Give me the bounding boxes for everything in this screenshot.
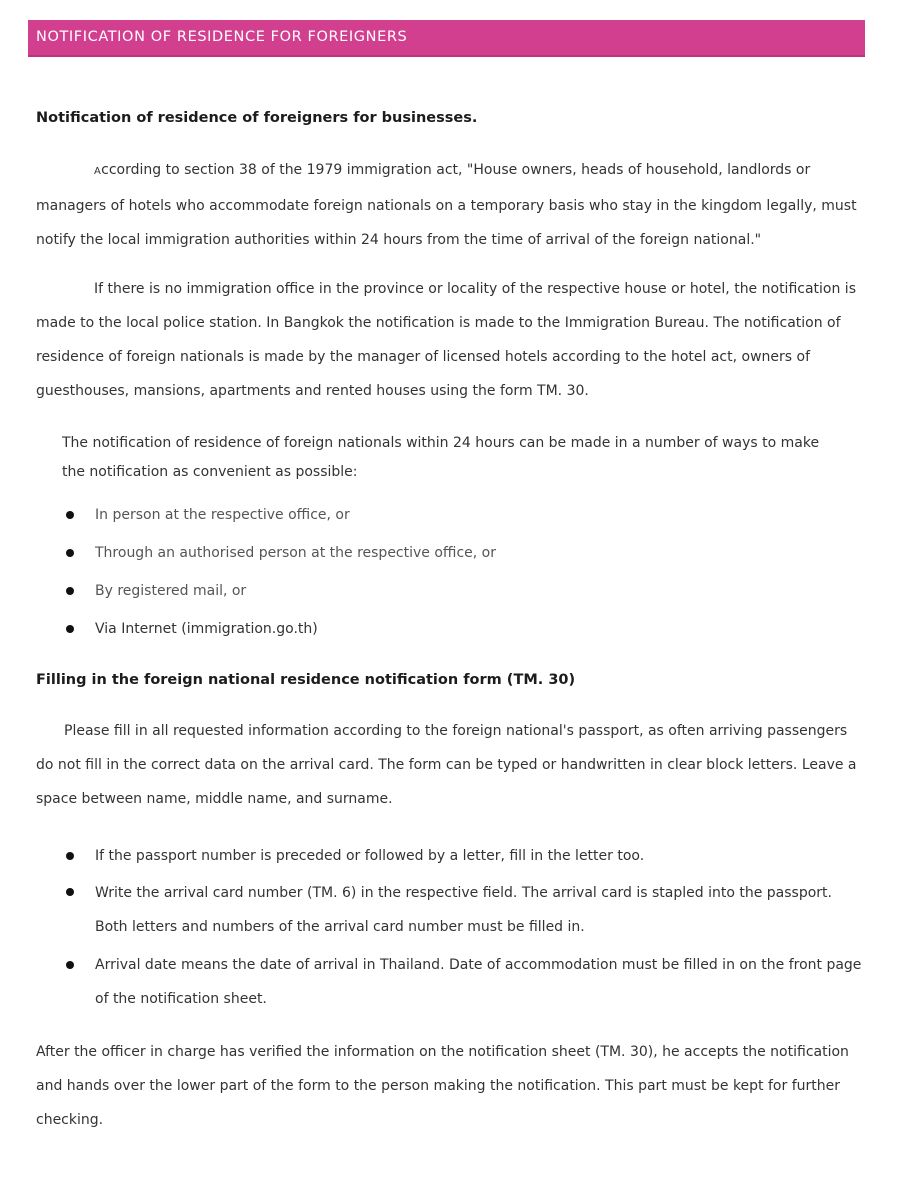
bullet-icon <box>66 625 74 633</box>
paragraph-no-office: If there is no immigration office in the province or locality of the respective house or hotel, the notification is made to the local police station. In Bangkok the notification is made to the Immigration Bureau. The notification of residence of foreign nationals is made by the manager of licensed hotels according to the hotel act, owners of guesthouses, mansions, apartments and rented houses using the form TM. 30. <box>36 281 856 399</box>
header-bar <box>28 20 865 57</box>
section-heading-businesses: Notification of residence of foreigners for businesses. <box>36 110 478 126</box>
bullet-icon <box>66 511 74 519</box>
paragraph-text: ccording to section 38 of the 1979 immigration act, "House owners, heads of household, landlords or managers of hotels who accommodate foreign nationals on a temporary basis who stay in the kingdom legally, must notify the local immigration authorities within 24 hours from the time of arrival of the foreign national." <box>36 162 857 248</box>
paragraph-section-38 <box>36 153 866 257</box>
list-item-passport-letter: If the passport number is preceded or followed by a letter, fill in the letter too. <box>95 848 645 864</box>
section-heading-tm30: Filling in the foreign national residence notification form (TM. 30) <box>36 672 576 688</box>
bullet-icon <box>66 852 74 860</box>
list-item-arrival-card: Write the arrival card number (TM. 6) in the respective field. The arrival card is stapled into the passport. Both letters and numbers of the arrival card number must be filled in. <box>95 885 832 935</box>
list-item-registered-mail: By registered mail, or <box>95 583 247 599</box>
list-item-in-person: In person at the respective office, or <box>95 507 350 523</box>
bullet-icon <box>66 888 74 896</box>
bullet-icon <box>66 587 74 595</box>
drop-letter: A <box>94 166 102 177</box>
bullet-icon <box>66 961 74 969</box>
paragraph-fill-instructions: Please fill in all requested information according to the foreign national's passport, as often arriving passengers do not fill in the correct data on the arrival card. The form can be typed or handwritten in clear block letters. Leave a space between name, middle name, and surname. <box>36 723 857 807</box>
list-item-arrival-date: Arrival date means the date of arrival in Thailand. Date of accommodation must be filled in on the front page of the notification sheet. <box>95 957 862 1007</box>
paragraph-officer-verification: After the officer in charge has verified the information on the notification sheet (TM. 30), he accepts the notification and hands over the lower part of the form to the person making the notification. This part must be kept for further checking. <box>36 1044 849 1128</box>
bullet-icon <box>66 549 74 557</box>
list-item-internet: Via Internet (immigration.go.th) <box>95 621 318 637</box>
list-item-authorised-person: Through an authorised person at the respective office, or <box>95 545 496 561</box>
paragraph-ways-intro: The notification of residence of foreign nationals within 24 hours can be made in a number of ways to make the notification as convenient as possible: <box>62 435 820 480</box>
page-title: NOTIFICATION OF RESIDENCE FOR FOREIGNERS <box>36 29 408 45</box>
